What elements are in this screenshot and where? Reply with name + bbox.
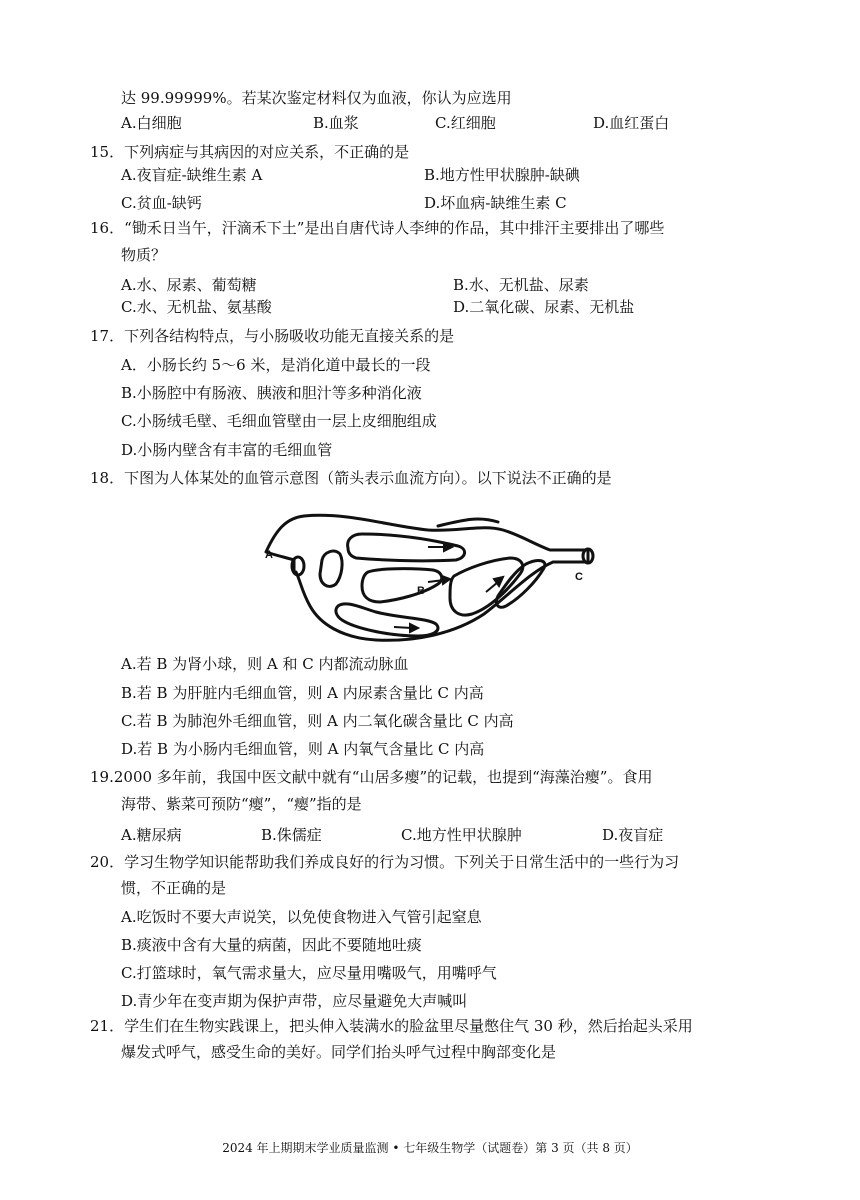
q17-option-a: A．小肠长约 5～6 米，是消化道中最长的一段: [121, 356, 431, 374]
q18-option-b: B.若 B 为肝脏内毛细血管，则 A 内尿素含量比 C 内高: [121, 684, 484, 702]
q20-option-b: B.痰液中含有大量的病菌，因此不要随地吐痰: [121, 936, 422, 954]
q20-option-c: C.打篮球时，氧气需求量大，应尽量用嘴吸气，用嘴呼气: [121, 964, 497, 982]
q20-option-d: D.青少年在变声期为保护声带，应尽量避免大声喊叫: [121, 992, 468, 1010]
question-18-stem: 18．下图为人体某处的血管示意图（箭头表示血流方向）。以下说法不正确的是: [90, 469, 612, 487]
q14-option-a: A.白细胞: [121, 114, 182, 132]
question-19-stem-line1: 19.2000 多年前，我国中医文献中就有“山居多瘿”的记载，也提到“海藻治瘿”。食用: [90, 768, 653, 786]
blood-vessel-diagram: [258, 510, 603, 650]
question-21-stem-line2: 爆发式呼气，感受生命的美好。同学们抬头呼气过程中胸部变化是: [121, 1043, 557, 1061]
question-19-stem-line2: 海带、紫菜可预防“瘿”，“瘿”指的是: [121, 795, 362, 813]
q16-option-d: D.二氧化碳、尿素、无机盐: [453, 298, 635, 316]
q15-option-b: B.地方性甲状腺肿-缺碘: [424, 166, 580, 184]
vessel-label-b: B: [417, 585, 425, 597]
vessel-label-a: A: [265, 549, 273, 561]
question-15-stem: 15．下列病症与其病因的对应关系，不正确的是: [90, 143, 410, 161]
q14-option-d: D.血红蛋白: [593, 114, 670, 132]
q16-option-c: C.水、无机盐、氨基酸: [121, 298, 272, 316]
page-footer: 2024 年上期期末学业质量监测 • 七年级生物学（试题卷）第 3 页（共 8 页）: [222, 1141, 638, 1155]
q18-option-a: A.若 B 为肾小球，则 A 和 C 内都流动脉血: [121, 655, 409, 673]
q16-option-a: A.水、尿素、葡萄糖: [121, 276, 257, 294]
q19-option-a: A.糖尿病: [121, 826, 182, 844]
q17-option-b: B.小肠腔中有肠液、胰液和胆汁等多种消化液: [121, 384, 422, 402]
q18-option-c: C.若 B 为肺泡外毛细血管，则 A 内二氧化碳含量比 C 内高: [121, 712, 514, 730]
question-20-stem-line2: 惯，不正确的是: [121, 879, 227, 897]
question-21-stem-line1: 21．学生们在生物实践课上，把头伸入装满水的脸盆里尽量憋住气 30 秒，然后抬起头采用: [90, 1017, 693, 1035]
q20-option-a: A.吃饭时不要大声说笑，以免使食物进入气管引起窒息: [121, 908, 482, 926]
question-16-stem-line2: 物质？: [121, 246, 167, 264]
q15-option-d: D.坏血病-缺维生素 C: [424, 194, 567, 212]
q19-option-d: D.夜盲症: [602, 826, 664, 844]
q16-option-b: B.水、无机盐、尿素: [453, 276, 589, 294]
q18-option-d: D.若 B 为小肠内毛细血管，则 A 内氧气含量比 C 内高: [121, 740, 485, 758]
q19-option-c: C.地方性甲状腺肿: [401, 826, 522, 844]
q17-option-c: C.小肠绒毛壁、毛细血管壁由一层上皮细胞组成: [121, 412, 437, 430]
question-20-stem-line1: 20．学习生物学知识能帮助我们养成良好的行为习惯。下列关于日常生活中的一些行为习: [90, 853, 680, 871]
q15-option-a: A.夜盲症-缺维生素 A: [121, 166, 263, 184]
q15-option-c: C.贫血-缺钙: [121, 194, 202, 212]
question-17-stem: 17．下列各结构特点，与小肠吸收功能无直接关系的是: [90, 327, 455, 345]
q14-option-c: C.红细胞: [435, 114, 496, 132]
vessel-label-c: C: [575, 571, 583, 583]
q17-option-d: D.小肠内壁含有丰富的毛细血管: [121, 441, 333, 459]
q19-option-b: B.侏儒症: [261, 826, 322, 844]
question-14-stem-continuation: 达 99.99999%。若某次鉴定材料仅为血液，你认为应选用: [121, 89, 512, 107]
question-16-stem-line1: 16．“锄禾日当午，汗滴禾下土”是出自唐代诗人李绅的作品，其中排汗主要排出了哪些: [90, 219, 665, 237]
q14-option-b: B.血浆: [313, 114, 359, 132]
